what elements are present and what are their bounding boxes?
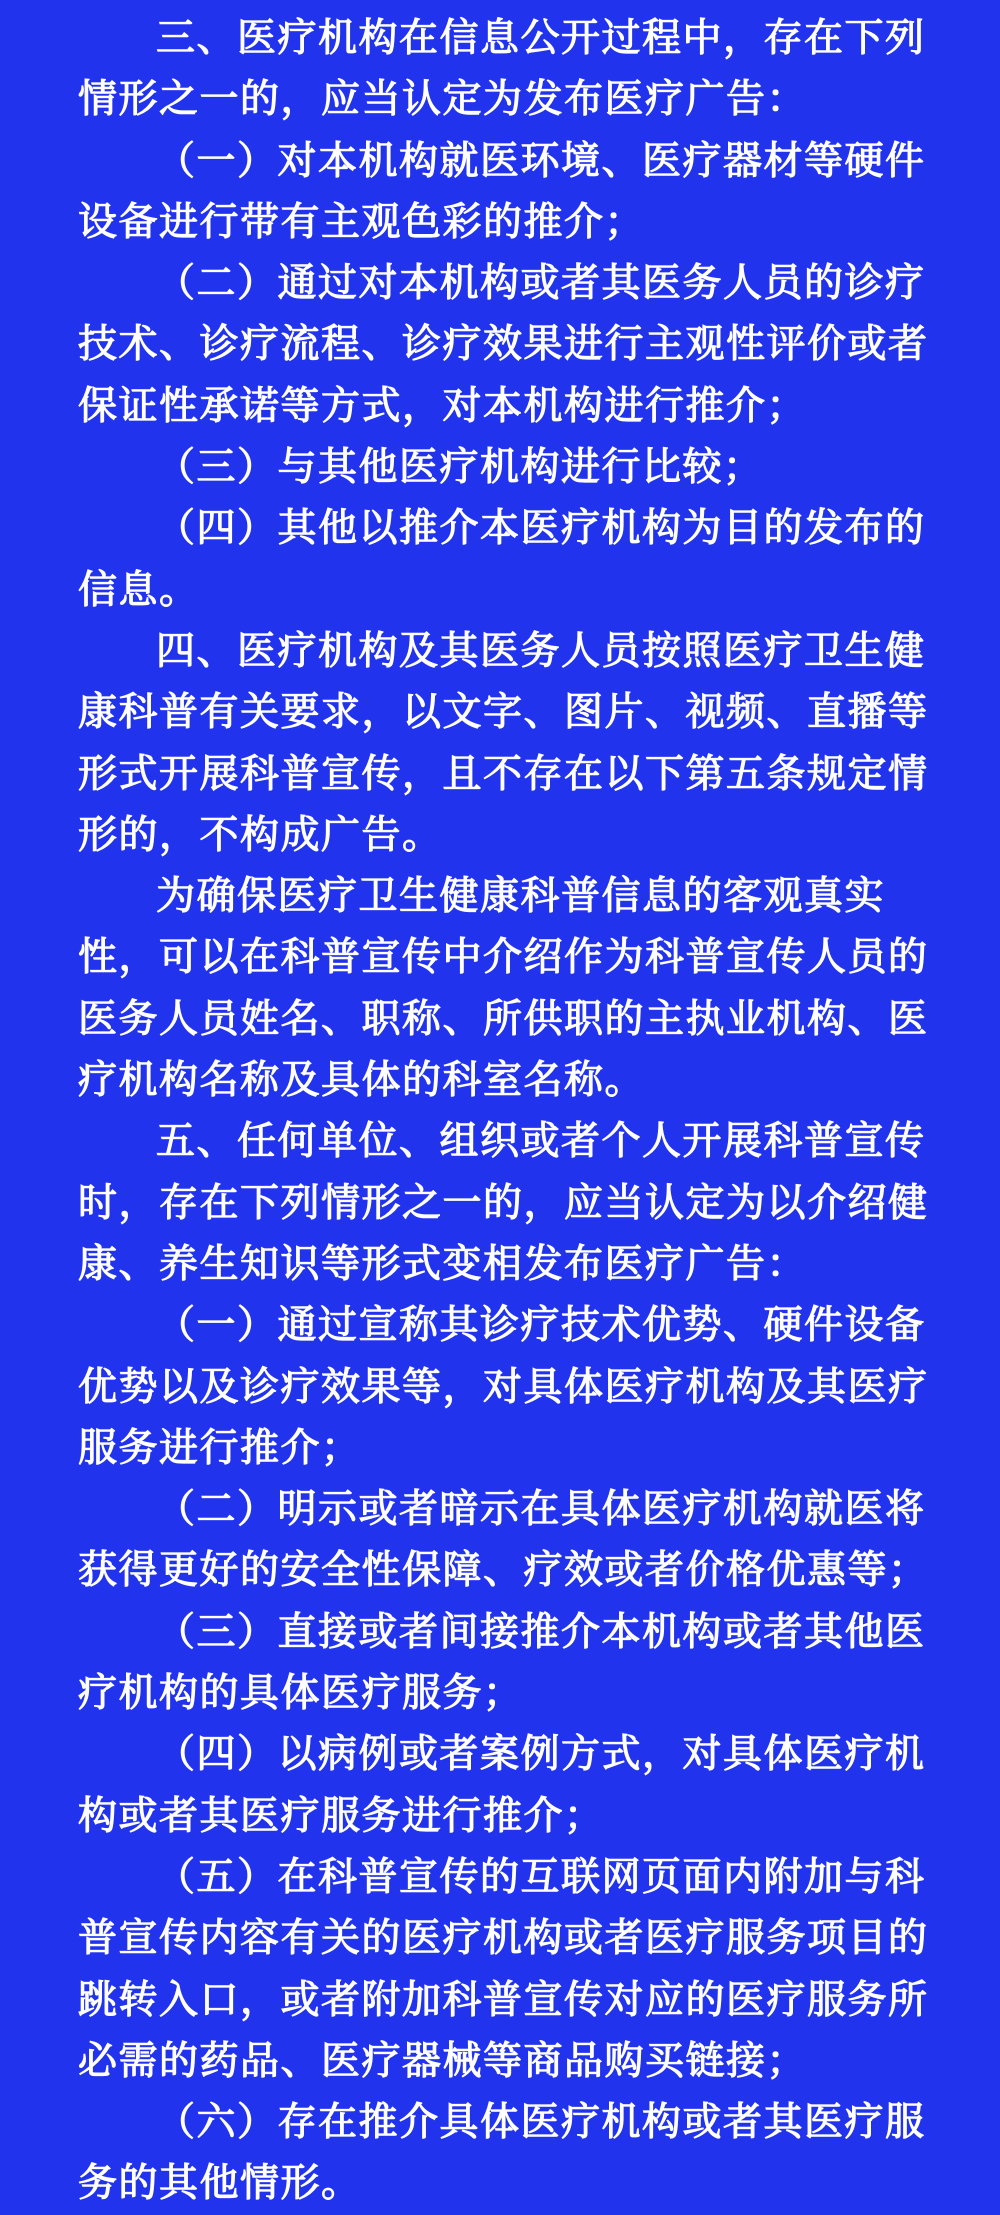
paragraph-article-4-note: [78, 866, 929, 1111]
text-line: 五、任何单位、组织或者个人开展科普宣传: [156, 1119, 926, 1165]
text-line: 性，可以在科普宣传中介绍作为科普宣传人员的: [78, 935, 929, 981]
text-line: 构或者其医疗服务进行推介；: [78, 1793, 605, 1839]
paragraph-article-3-item-4: [78, 498, 926, 621]
text-line: 时，存在下列情形之一的，应当认定为以介绍健: [78, 1180, 929, 1226]
paragraph-article-3: [78, 8, 926, 131]
paragraph-article-5-item-6: [78, 2092, 926, 2215]
text-line: 跳转入口，或者附加科普宣传对应的医疗服务所: [78, 1977, 929, 2023]
paragraph-article-5-item-2: [78, 1479, 929, 1602]
text-line: 形式开展科普宣传，且不存在以下第五条规定情: [78, 751, 929, 797]
text-line: 必需的药品、医疗器械等商品购买链接；: [78, 2038, 808, 2084]
text-line: 务的其他情形。: [78, 2161, 362, 2207]
text-line: （二）通过对本机构或者其医务人员的诊疗: [156, 261, 926, 307]
text-line: 疗机构名称及具体的科室名称。: [78, 1058, 646, 1104]
text-line: 设备进行带有主观色彩的推介；: [78, 199, 646, 245]
text-line: 信息。: [78, 567, 200, 613]
text-line: 技术、诊疗流程、诊疗效果进行主观性评价或者: [78, 322, 929, 368]
paragraph-article-5-item-5: [78, 1847, 929, 2092]
text-line: 保证性承诺等方式，对本机构进行推介；: [78, 383, 808, 429]
text-line: 获得更好的安全性保障、疗效或者价格优惠等；: [78, 1548, 929, 1594]
text-line: （二）明示或者暗示在具体医疗机构就医将: [156, 1487, 926, 1533]
paragraph-article-4: [78, 621, 929, 866]
text-line: 服务进行推介；: [78, 1425, 362, 1471]
text-line: （四）以病例或者案例方式，对具体医疗机: [156, 1732, 926, 1778]
paragraph-article-5-item-1: [78, 1295, 929, 1479]
text-line: （六）存在推介具体医疗机构或者其医疗服: [156, 2100, 926, 2146]
paragraph-article-5-item-3: [78, 1602, 926, 1725]
text-line: 康、养生知识等形式变相发布医疗广告：: [78, 1241, 808, 1287]
text-line: （四）其他以推介本医疗机构为目的发布的: [156, 506, 926, 552]
paragraph-article-5: [78, 1111, 929, 1295]
text-line: （一）对本机构就医环境、医疗器材等硬件: [156, 138, 926, 184]
text-line: 医务人员姓名、职称、所供职的主执业机构、医: [78, 996, 929, 1042]
paragraph-article-3-item-2: [78, 253, 929, 437]
text-line: 疗机构的具体医疗服务；: [78, 1671, 524, 1717]
text-line: 形的，不构成广告。: [78, 812, 443, 858]
text-line: 优势以及诊疗效果等，对具体医疗机构及其医疗: [78, 1364, 929, 1410]
text-line: （三）与其他医疗机构进行比较；: [156, 445, 764, 491]
text-line: （三）直接或者间接推介本机构或者其他医: [156, 1609, 926, 1655]
text-line: 康科普有关要求，以文字、图片、视频、直播等: [78, 690, 929, 736]
text-line: 情形之一的，应当认定为发布医疗广告：: [78, 77, 808, 123]
text-line: 为确保医疗卫生健康科普信息的客观真实: [156, 874, 886, 920]
text-line: 三、医疗机构在信息公开过程中，存在下列: [156, 16, 926, 61]
text-line: （五）在科普宣传的互联网页面内附加与科: [156, 1854, 926, 1900]
text-line: （一）通过宣称其诊疗技术优势、硬件设备: [156, 1303, 926, 1349]
paragraph-article-3-item-3: [78, 437, 922, 498]
text-line: 普宣传内容有关的医疗机构或者医疗服务项目的: [78, 1916, 929, 1962]
paragraph-article-3-item-1: [78, 131, 926, 254]
paragraph-article-5-item-4: [78, 1724, 926, 1847]
text-line: 四、医疗机构及其医务人员按照医疗卫生健: [156, 628, 926, 674]
